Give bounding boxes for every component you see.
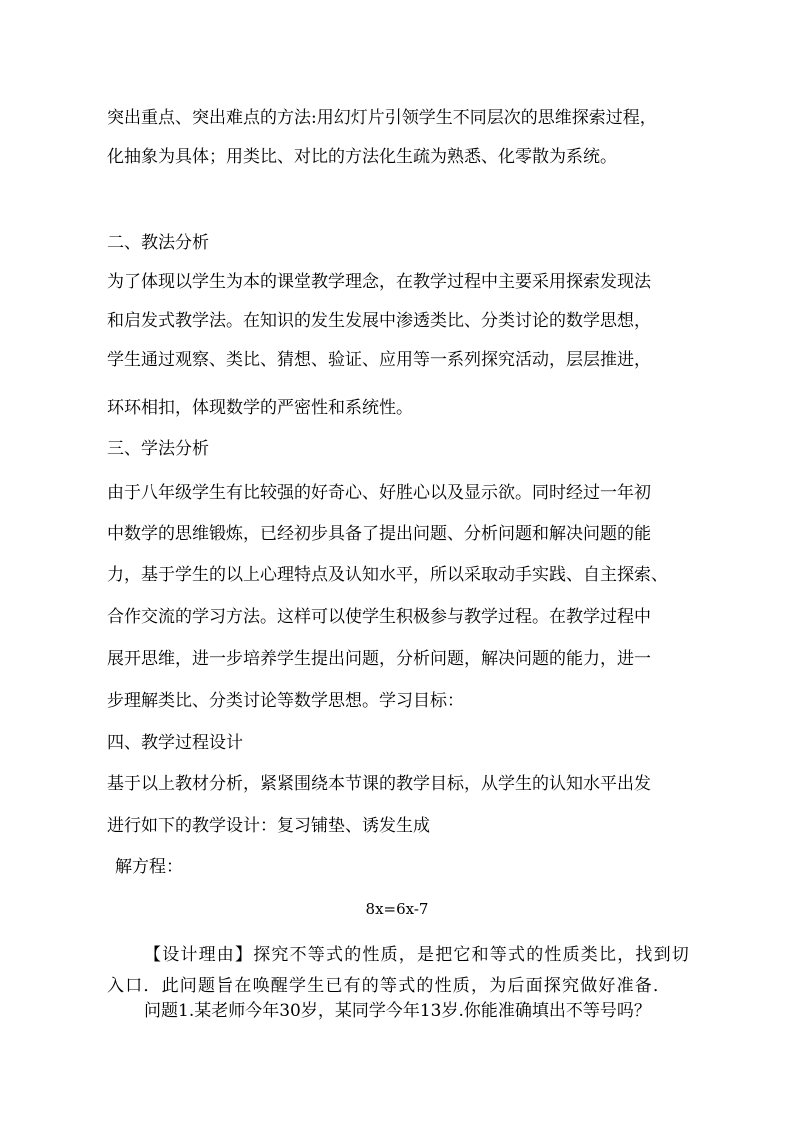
methods-line-1: 突出重点、突出难点的方法:用幻灯片引领学生不同层次的思维探索过程， — [107, 108, 657, 128]
teaching-method-line-1: 为了体现以学生为本的课堂教学理念，在教学过程中主要采用探索发现法 — [107, 272, 651, 292]
teaching-method-line-4: 环环相扣，体现数学的严密性和系统性。 — [107, 398, 413, 418]
question-1: 问题1.某老师今年30岁，某同学今年13岁.你能准确填出不等号吗？ — [144, 1001, 651, 1021]
learning-method-line-3: 力，基于学生的以上心理特点及认知水平，所以采取动手实践、自主探索、 — [107, 565, 668, 585]
section-heading-learning-method: 三、学法分析 — [107, 439, 209, 459]
design-reason-line-2: 入口．此问题旨在唤醒学生已有的等式的性质，为后面探究做好准备． — [107, 976, 672, 996]
learning-method-line-1: 由于八年级学生有比较强的好奇心、好胜心以及显示欲。同时经过一年初 — [107, 483, 651, 503]
design-reason-line-1: 【设计理由】探究不等式的性质，是把它和等式的性质类比，找到切 — [144, 945, 690, 965]
process-design-line-2: 进行如下的教学设计：复习铺垫、诱发生成 — [107, 816, 430, 836]
teaching-method-line-3: 学生通过观察、类比、猜想、验证、应用等一系列探究活动，层层推进， — [107, 350, 651, 370]
section-heading-process-design: 四、教学过程设计 — [107, 733, 243, 753]
equation: 8x=6x-7 — [365, 900, 429, 918]
section-heading-teaching-method: 二、教法分析 — [107, 233, 209, 253]
learning-method-line-6: 步理解类比、分类讨论等数学思想。学习目标： — [107, 691, 464, 711]
learning-method-line-5: 展开思维，进一步培养学生提出问题，分析问题，解决问题的能力，进一 — [107, 649, 651, 669]
solve-equation-label: 解方程： — [115, 857, 183, 877]
learning-method-line-4: 合作交流的学习方法。这样可以使学生积极参与教学过程。在教学过程中 — [107, 607, 651, 627]
teaching-method-line-2: 和启发式教学法。在知识的发生发展中渗透类比、分类讨论的数学思想， — [107, 311, 651, 331]
learning-method-line-2: 中数学的思维锻炼，已经初步具备了提出问题、分析问题和解决问题的能 — [107, 524, 651, 544]
process-design-line-1: 基于以上教材分析，紧紧围绕本节课的教学目标，从学生的认知水平出发 — [107, 774, 651, 794]
methods-line-2: 化抽象为具体；用类比、对比的方法化生疏为熟悉、化零散为系统。 — [107, 147, 617, 167]
